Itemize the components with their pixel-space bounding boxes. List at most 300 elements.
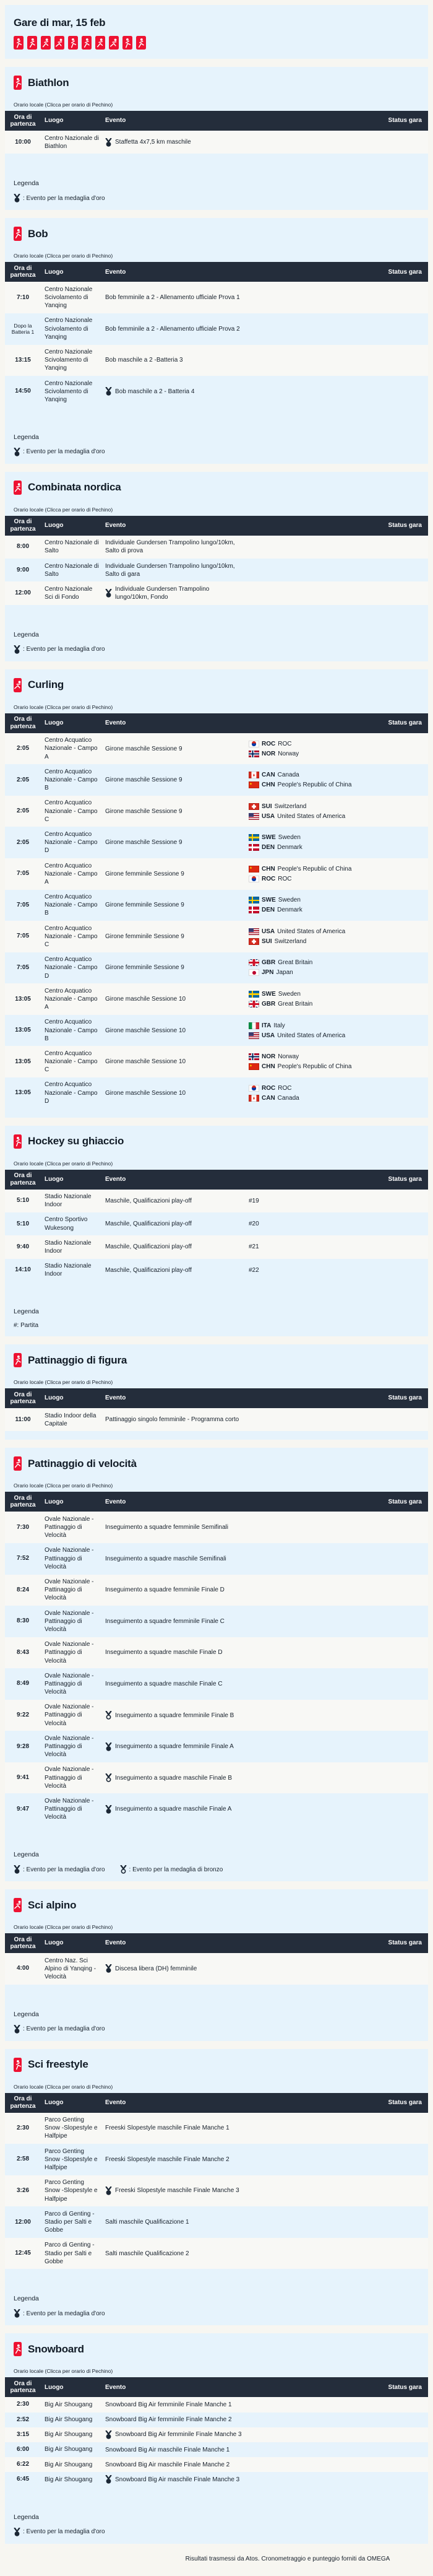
start-time: 12:00 bbox=[15, 2218, 31, 2226]
venue: Centro Acquatico Nazionale - Campo D bbox=[45, 956, 98, 980]
col-header-race-status: Status gara bbox=[388, 117, 422, 124]
legend-gold-text: : Evento per la medaglia d'oro bbox=[23, 448, 105, 456]
col-header-venue: Luogo bbox=[45, 268, 64, 276]
event-row[interactable] bbox=[5, 1015, 428, 1046]
col-header-event: Evento bbox=[105, 117, 126, 124]
legend-match-text: #: Partita bbox=[14, 1322, 39, 1329]
event-cell bbox=[105, 2430, 249, 2439]
legend-items bbox=[14, 448, 419, 456]
venue: Ovale Nazionale - Pattinaggio di Velocità bbox=[45, 1734, 94, 1759]
event-name: Girone maschile Sessione 9 bbox=[105, 777, 182, 784]
freestyle-skiing-icon bbox=[14, 2058, 22, 2072]
event-row[interactable] bbox=[5, 796, 428, 827]
legend bbox=[5, 1308, 428, 1336]
team bbox=[249, 750, 381, 758]
local-time-note[interactable]: Orario locale (Clicca per orario di Pechino) bbox=[14, 1379, 113, 1385]
event-row[interactable] bbox=[5, 2144, 428, 2175]
team-code: USA bbox=[262, 812, 275, 820]
venue: Big Air Shougang bbox=[45, 2401, 93, 2408]
team-name: Switzerland bbox=[274, 938, 307, 945]
event-row[interactable] bbox=[5, 1793, 428, 1825]
event-cell bbox=[105, 2124, 249, 2132]
can-flag-icon bbox=[249, 772, 259, 778]
legend-items bbox=[14, 1865, 419, 1874]
event-row[interactable] bbox=[5, 131, 428, 154]
speed-skating-icon[interactable] bbox=[95, 36, 105, 50]
col-header-start-time: Ora di partenza bbox=[10, 264, 36, 279]
event-row[interactable] bbox=[5, 1606, 428, 1637]
local-time-note[interactable]: Orario locale (Clicca per orario di Pechino) bbox=[14, 2368, 113, 2375]
event-row[interactable] bbox=[5, 1762, 428, 1794]
event-cell bbox=[105, 1058, 249, 1066]
local-time-note[interactable]: Orario locale (Clicca per orario di Pechino) bbox=[14, 1160, 113, 1167]
legend-gold-text: : Evento per la medaglia d'oro bbox=[23, 2026, 105, 2033]
col-header-venue: Luogo bbox=[45, 117, 64, 124]
event-cell bbox=[105, 356, 249, 364]
team-name: Great Britain bbox=[278, 959, 313, 967]
event-row[interactable] bbox=[5, 559, 428, 581]
local-time-note[interactable]: Orario locale (Clicca per orario di Pechino) bbox=[14, 1924, 113, 1930]
sport-section bbox=[5, 1448, 428, 1881]
event-cell bbox=[105, 2475, 249, 2484]
venue: Ovale Nazionale - Pattinaggio di Velocità bbox=[45, 1515, 94, 1539]
start-time: 13:15 bbox=[15, 356, 31, 363]
table-header bbox=[5, 1388, 428, 1408]
gold-medal-icon bbox=[105, 1743, 112, 1751]
sport-section bbox=[5, 2049, 428, 2326]
event-row[interactable] bbox=[5, 1259, 428, 1282]
section-title: Curling bbox=[28, 679, 64, 691]
team-code: CAN bbox=[262, 772, 275, 779]
team bbox=[249, 740, 381, 748]
sport-icon-row bbox=[5, 36, 428, 50]
event-row[interactable] bbox=[5, 2442, 428, 2457]
event-name: Staffetta 4x7,5 km maschile bbox=[115, 139, 191, 146]
event-detail bbox=[249, 928, 381, 946]
event-name: Snowboard Big Air femminile Finale Manche 2 bbox=[105, 2416, 232, 2424]
event-name: Discesa libera (DH) femminile bbox=[115, 1965, 197, 1972]
venue: Parco Genting Snow -Slopestyle e Halfpipe bbox=[45, 2117, 98, 2140]
local-time-note[interactable]: Orario locale (Clicca per orario di Pechino) bbox=[14, 102, 113, 108]
section-title: Biathlon bbox=[28, 76, 69, 89]
event-row[interactable] bbox=[5, 1046, 428, 1077]
col-header-event: Evento bbox=[105, 1939, 126, 1947]
team bbox=[249, 1000, 381, 1008]
schedule-table bbox=[5, 2377, 428, 2487]
gbr-flag-icon bbox=[249, 959, 259, 966]
gold-medal-icon bbox=[105, 138, 112, 147]
event-row[interactable] bbox=[5, 2427, 428, 2442]
gold-medal-icon bbox=[14, 1865, 20, 1874]
event-name: Inseguimento a squadre femminile Finale B bbox=[115, 1712, 234, 1719]
start-time: 7:30 bbox=[16, 1523, 29, 1531]
team bbox=[249, 812, 381, 820]
start-time: 9:40 bbox=[16, 1243, 29, 1250]
venue: Centro Acquatico Nazionale - Campo B bbox=[45, 768, 98, 792]
legend-gold-medal bbox=[14, 2025, 105, 2034]
den-flag-icon bbox=[249, 844, 259, 851]
event-row[interactable] bbox=[5, 2175, 428, 2207]
event-cell bbox=[105, 807, 249, 816]
sui-flag-icon bbox=[249, 938, 259, 945]
jpn-flag-icon bbox=[249, 969, 259, 976]
legend-items bbox=[14, 2309, 419, 2318]
event-cell bbox=[105, 745, 249, 753]
event-name: Girone maschile Sessione 9 bbox=[105, 807, 182, 815]
sport-section bbox=[5, 669, 428, 1118]
event-row[interactable] bbox=[5, 764, 428, 796]
event-row[interactable] bbox=[5, 2472, 428, 2487]
figure-skating-icon[interactable] bbox=[82, 36, 92, 50]
table-header bbox=[5, 111, 428, 131]
start-time: 8:00 bbox=[16, 543, 29, 550]
start-time: 2:30 bbox=[16, 2401, 29, 2408]
col-header-start-time: Ora di partenza bbox=[10, 1172, 36, 1186]
ice-hockey-icon[interactable] bbox=[68, 36, 78, 50]
event-name: Snowboard Big Air maschile Finale Manche 2 bbox=[105, 2461, 230, 2468]
event-name: Freeski Slopestyle maschile Finale Manche 1 bbox=[105, 2125, 229, 2132]
section-header bbox=[5, 669, 428, 692]
venue: Centro Nazionale di Salto bbox=[45, 562, 99, 578]
sections-container bbox=[0, 67, 433, 2544]
col-header-race-status: Status gara bbox=[388, 1498, 422, 1505]
roc-flag-icon bbox=[249, 741, 259, 747]
event-row[interactable] bbox=[5, 536, 428, 559]
venue: Centro Acquatico Nazionale - Campo D bbox=[45, 1081, 98, 1105]
venue: Centro Nazionale Scivolamento di Yanqing bbox=[45, 349, 93, 372]
event-name: Girone maschile Sessione 10 bbox=[105, 1027, 186, 1034]
legend-gold-text: : Evento per la medaglia d'oro bbox=[23, 2528, 105, 2535]
event-row[interactable] bbox=[5, 282, 428, 313]
legend-gold-medal bbox=[14, 645, 105, 654]
event-detail bbox=[249, 1022, 381, 1040]
event-cell bbox=[105, 1805, 249, 1814]
table-body bbox=[5, 2113, 428, 2269]
event-cell bbox=[105, 901, 249, 909]
event-cell bbox=[105, 776, 249, 784]
curling-icon[interactable] bbox=[54, 36, 64, 50]
event-row[interactable] bbox=[5, 733, 428, 765]
team-name: People's Republic of China bbox=[277, 781, 352, 789]
event-row[interactable] bbox=[5, 345, 428, 376]
event-row[interactable] bbox=[5, 983, 428, 1015]
event-cell bbox=[105, 2156, 249, 2164]
team-code: SWE bbox=[262, 834, 276, 842]
local-time-note[interactable]: Orario locale (Clicca per orario di Pechino) bbox=[14, 253, 113, 259]
col-header-event: Evento bbox=[105, 2383, 126, 2391]
gold-medal-icon bbox=[14, 2309, 20, 2318]
team-name: ROC bbox=[278, 875, 292, 882]
team bbox=[249, 771, 381, 779]
venue: Centro Sportivo Wukesong bbox=[45, 1216, 88, 1232]
event-row[interactable] bbox=[5, 581, 428, 604]
legend-title: Legenda bbox=[14, 433, 39, 441]
start-time: 7:05 bbox=[16, 901, 29, 908]
gold-medal-icon bbox=[105, 1964, 112, 1973]
event-cell bbox=[105, 2416, 249, 2424]
legend-items bbox=[14, 2025, 419, 2034]
event-cell bbox=[105, 1648, 249, 1656]
col-header-race-status: Status gara bbox=[388, 1175, 422, 1183]
venue: Ovale Nazionale - Pattinaggio di Velocità bbox=[45, 1641, 94, 1664]
event-row[interactable] bbox=[5, 1077, 428, 1109]
event-detail bbox=[249, 896, 381, 914]
event-row[interactable] bbox=[5, 2397, 428, 2412]
event-name: Salti maschile Qualificazione 1 bbox=[105, 2219, 189, 2226]
freestyle-skiing-icon[interactable] bbox=[122, 36, 132, 50]
legend-gold-text: : Evento per la medaglia d'oro bbox=[23, 1866, 105, 1873]
local-time-note[interactable]: Orario locale (Clicca per orario di Pechino) bbox=[14, 506, 113, 513]
team-code: GBR bbox=[262, 959, 276, 967]
match-number: #22 bbox=[249, 1266, 259, 1274]
col-header-event: Evento bbox=[105, 1395, 126, 1402]
schedule-table bbox=[5, 111, 428, 154]
nor-flag-icon bbox=[249, 1053, 259, 1060]
legend-title: Legenda bbox=[14, 2295, 39, 2303]
event-cell bbox=[105, 1555, 249, 1563]
venue: Ovale Nazionale - Pattinaggio di Velocità bbox=[45, 1704, 94, 1727]
event-cell bbox=[105, 2461, 249, 2469]
event-cell bbox=[105, 964, 249, 972]
start-time: 13:05 bbox=[15, 1058, 31, 1065]
usa-flag-icon bbox=[249, 813, 259, 820]
table-body bbox=[5, 536, 428, 605]
event-row[interactable] bbox=[5, 1212, 428, 1235]
col-header-start-time: Ora di partenza bbox=[10, 518, 36, 533]
curling-icon bbox=[14, 678, 22, 692]
event-row[interactable] bbox=[5, 1235, 428, 1258]
legend bbox=[5, 2513, 428, 2544]
event-cell bbox=[105, 1586, 249, 1594]
event-cell bbox=[105, 1089, 249, 1097]
event-row[interactable] bbox=[5, 827, 428, 858]
event-row[interactable] bbox=[5, 2113, 428, 2144]
start-time: 2:58 bbox=[16, 2156, 29, 2163]
col-header-start-time: Ora di partenza bbox=[10, 113, 36, 128]
page-title: Gare di mar, 15 feb bbox=[14, 17, 106, 28]
start-time: 4:00 bbox=[16, 1965, 29, 1972]
match-number: #21 bbox=[249, 1243, 259, 1251]
team bbox=[249, 990, 381, 998]
col-header-race-status: Status gara bbox=[388, 720, 422, 726]
start-time: 13:05 bbox=[15, 995, 31, 1003]
nordic-combined-icon[interactable] bbox=[41, 36, 51, 50]
legend-items bbox=[14, 2528, 419, 2536]
venue: Ovale Nazionale - Pattinaggio di Velocità bbox=[45, 1672, 94, 1696]
event-name: Inseguimento a squadre maschile Finale A bbox=[115, 1806, 232, 1813]
venue: Centro Acquatico Nazionale - Campo C bbox=[45, 1050, 98, 1074]
col-header-race-status: Status gara bbox=[388, 1395, 422, 1402]
team bbox=[249, 928, 381, 936]
start-time: 5:10 bbox=[16, 1197, 29, 1204]
col-header-venue: Luogo bbox=[45, 1939, 64, 1947]
venue: Ovale Nazionale - Pattinaggio di Velocità bbox=[45, 1578, 94, 1602]
legend-match bbox=[14, 1322, 38, 1329]
venue: Centro Acquatico Nazionale - Campo D bbox=[45, 830, 98, 855]
section-header bbox=[5, 1344, 428, 1367]
section-title: Combinata nordica bbox=[28, 481, 121, 494]
alpine-skiing-icon[interactable] bbox=[109, 36, 119, 50]
results-credit: Risultati trasmessi da Atos. Cronometraggio e punteggio forniti da OMEGA bbox=[185, 2555, 390, 2562]
event-row[interactable] bbox=[5, 1543, 428, 1575]
event-row[interactable] bbox=[5, 1700, 428, 1731]
local-time-note[interactable]: Orario locale (Clicca per orario di Pechino) bbox=[14, 2083, 113, 2090]
team-code: ROC bbox=[262, 875, 276, 882]
team bbox=[249, 959, 381, 967]
team-name: Norway bbox=[278, 1053, 299, 1061]
alpine-skiing-icon bbox=[14, 1898, 22, 1912]
legend bbox=[5, 2011, 428, 2041]
gold-medal-icon bbox=[14, 2528, 20, 2536]
team-name: United States of America bbox=[277, 1032, 346, 1039]
start-time: 2:05 bbox=[16, 776, 29, 783]
biathlon-icon bbox=[14, 76, 22, 90]
event-row[interactable] bbox=[5, 376, 428, 407]
event-name: Maschile, Qualificazioni play-off bbox=[105, 1221, 192, 1228]
sport-section bbox=[5, 472, 428, 661]
event-row[interactable] bbox=[5, 313, 428, 345]
event-row[interactable] bbox=[5, 921, 428, 952]
col-header-race-status: Status gara bbox=[388, 268, 422, 276]
schedule-table bbox=[5, 1492, 428, 1825]
bobsleigh-icon bbox=[14, 227, 22, 241]
team-code: NOR bbox=[262, 750, 276, 757]
event-row[interactable] bbox=[5, 858, 428, 890]
event-row[interactable] bbox=[5, 1575, 428, 1606]
gbr-flag-icon bbox=[249, 1001, 259, 1007]
col-header-event: Evento bbox=[105, 2099, 126, 2106]
team-code: DEN bbox=[262, 907, 275, 914]
team bbox=[249, 968, 381, 977]
bobsleigh-icon[interactable] bbox=[27, 36, 37, 50]
event-detail bbox=[249, 1243, 381, 1251]
event-row[interactable] bbox=[5, 890, 428, 921]
legend-title: Legenda bbox=[14, 1308, 39, 1315]
event-cell bbox=[105, 1220, 249, 1228]
legend bbox=[5, 1851, 428, 1881]
local-time-note[interactable]: Orario locale (Clicca per orario di Pechino) bbox=[14, 1482, 113, 1489]
legend-gold-medal bbox=[14, 1865, 105, 1874]
team bbox=[249, 938, 381, 946]
table-header bbox=[5, 1492, 428, 1512]
event-name: Maschile, Qualificazioni play-off bbox=[105, 1266, 192, 1274]
col-header-event: Evento bbox=[105, 521, 126, 529]
gold-medal-icon bbox=[105, 2430, 112, 2439]
team-name: ROC bbox=[278, 740, 292, 747]
event-name: Inseguimento a squadre maschile Finale B bbox=[115, 1774, 232, 1782]
team-name: Italy bbox=[273, 1022, 285, 1029]
event-cell bbox=[105, 2401, 249, 2409]
swe-flag-icon bbox=[249, 834, 259, 841]
team bbox=[249, 896, 381, 904]
start-time: 3:15 bbox=[16, 2430, 29, 2438]
sport-section bbox=[5, 1344, 428, 1440]
event-name: Freeski Slopestyle maschile Finale Manche 3 bbox=[115, 2187, 239, 2195]
section-title: Pattinaggio di figura bbox=[28, 1354, 127, 1366]
team-name: Canada bbox=[277, 1094, 299, 1102]
event-row[interactable] bbox=[5, 2457, 428, 2472]
event-row[interactable] bbox=[5, 1731, 428, 1762]
event-detail bbox=[249, 865, 381, 883]
legend-gold-text: : Evento per la medaglia d'oro bbox=[23, 646, 105, 653]
event-detail bbox=[249, 1084, 381, 1102]
biathlon-icon[interactable] bbox=[14, 36, 24, 50]
event-row[interactable] bbox=[5, 1190, 428, 1212]
chn-flag-icon bbox=[249, 781, 259, 788]
event-row[interactable] bbox=[5, 952, 428, 984]
start-time: 6:22 bbox=[16, 2461, 29, 2468]
section-header bbox=[5, 472, 428, 495]
event-cell bbox=[105, 1711, 249, 1720]
gold-medal-icon bbox=[14, 2025, 20, 2034]
event-name: Inseguimento a squadre maschile Finale C bbox=[105, 1680, 223, 1687]
col-header-start-time: Ora di partenza bbox=[10, 2380, 36, 2395]
event-row[interactable] bbox=[5, 1637, 428, 1669]
event-name: Inseguimento a squadre femminile Finale D bbox=[105, 1586, 225, 1594]
col-header-start-time: Ora di partenza bbox=[10, 1391, 36, 1405]
sport-section bbox=[5, 2333, 428, 2543]
event-row[interactable] bbox=[5, 1953, 428, 1985]
legend-title: Legenda bbox=[14, 2513, 39, 2521]
team-code: CHN bbox=[262, 865, 275, 872]
event-row[interactable] bbox=[5, 1408, 428, 1431]
venue: Centro Nazionale Sci di Fondo bbox=[45, 585, 93, 601]
speed-skating-icon bbox=[14, 1456, 22, 1471]
team-code: SUI bbox=[262, 803, 272, 810]
section-title: Hockey su ghiaccio bbox=[28, 1135, 124, 1147]
local-time-note[interactable]: Orario locale (Clicca per orario di Pechino) bbox=[14, 703, 113, 710]
event-name: Freeski Slopestyle maschile Finale Manche 2 bbox=[105, 2156, 229, 2163]
venue: Centro Acquatico Nazionale - Campo A bbox=[45, 737, 98, 760]
gold-medal-icon bbox=[105, 1805, 112, 1814]
table-header bbox=[5, 1170, 428, 1190]
schedule-table bbox=[5, 1933, 428, 1985]
venue: Big Air Shougang bbox=[45, 2431, 93, 2439]
event-row[interactable] bbox=[5, 2238, 428, 2269]
col-header-race-status: Status gara bbox=[388, 2383, 422, 2391]
event-name: Bob femminile a 2 - Allenamento ufficiale Prova 2 bbox=[105, 325, 240, 333]
section-header bbox=[5, 2049, 428, 2072]
ita-flag-icon bbox=[249, 1022, 259, 1029]
event-row[interactable] bbox=[5, 1668, 428, 1700]
den-flag-icon bbox=[249, 907, 259, 913]
col-header-race-status: Status gara bbox=[388, 2099, 422, 2106]
gold-medal-icon bbox=[14, 645, 20, 654]
event-cell bbox=[105, 585, 249, 601]
event-row[interactable] bbox=[5, 1512, 428, 1543]
col-header-event: Evento bbox=[105, 720, 126, 726]
snowboard-icon[interactable] bbox=[136, 36, 146, 50]
event-row[interactable] bbox=[5, 2413, 428, 2427]
sport-section bbox=[5, 218, 428, 463]
team-code: CHN bbox=[262, 781, 275, 789]
venue: Parco di Genting -Stadio per Salti e Gobbe bbox=[45, 2242, 95, 2265]
can-flag-icon bbox=[249, 1095, 259, 1102]
event-detail bbox=[249, 740, 381, 758]
team-name: Switzerland bbox=[274, 803, 307, 810]
table-header bbox=[5, 2377, 428, 2397]
event-detail bbox=[249, 1053, 381, 1071]
legend-title: Legenda bbox=[14, 2010, 39, 2018]
team-code: CHN bbox=[262, 1063, 275, 1071]
event-name: Snowboard Big Air maschile Finale Manche 1 bbox=[105, 2446, 230, 2453]
event-row[interactable] bbox=[5, 2206, 428, 2238]
start-time: 6:00 bbox=[16, 2446, 29, 2453]
start-time: 9:22 bbox=[16, 1712, 29, 1719]
sport-section bbox=[5, 67, 428, 210]
match-number: #19 bbox=[249, 1197, 259, 1204]
sport-section bbox=[5, 1126, 428, 1337]
